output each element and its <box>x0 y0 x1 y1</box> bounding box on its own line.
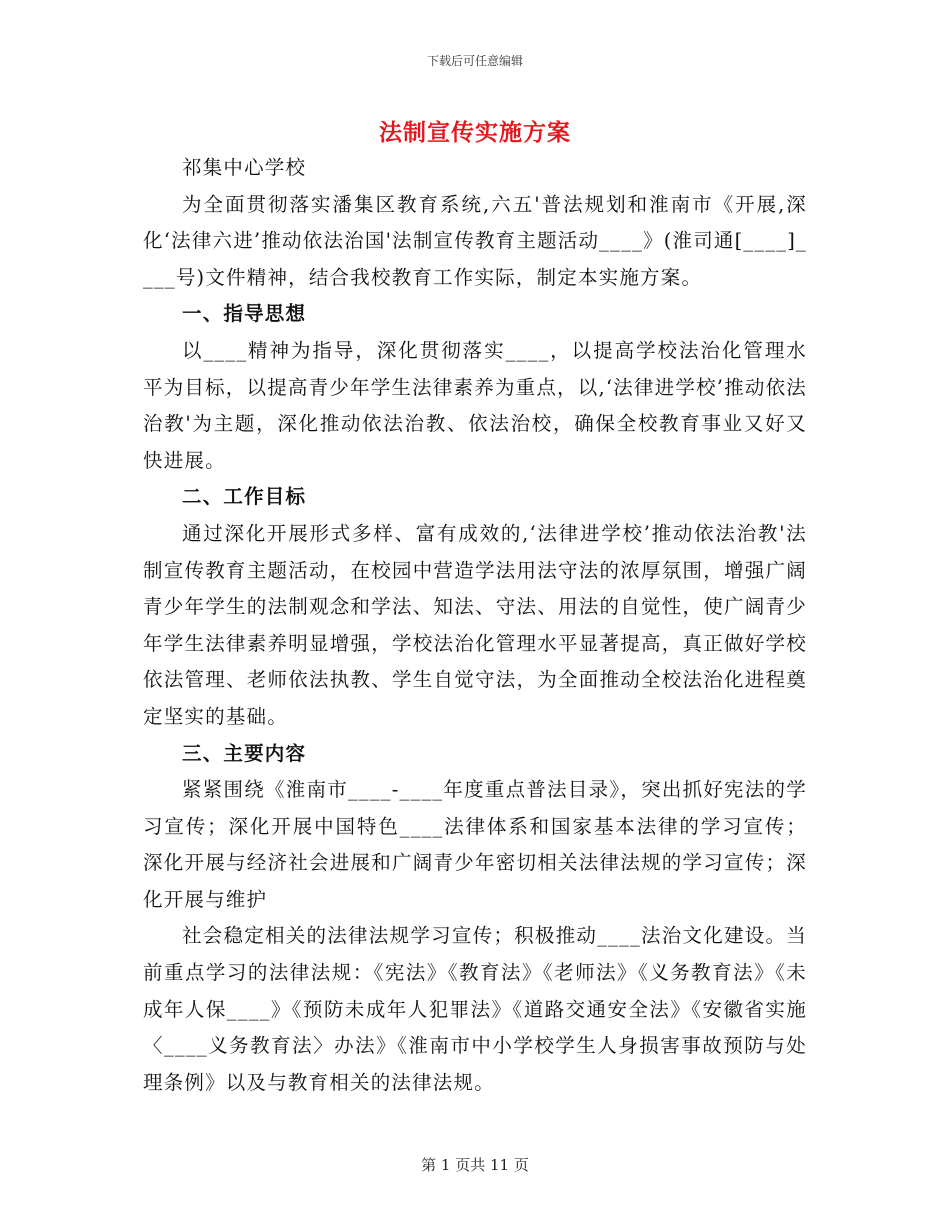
document-body <box>143 150 807 1101</box>
section-heading-guiding-ideology: 一、指导思想 <box>182 302 307 326</box>
intro-paragraph: 为全面贯彻落实潘集区教育系统,六五'普法规划和淮南市《开展,深化‘法律六进’推动依法治国'法制宣传教育主题活动____》(淮司通[____]____号)文件精神，结合我校教育工作实际，制定本实施方案。 <box>143 192 807 289</box>
section-paragraph: 紧紧围绕《淮南市____-____年度重点普法目录》，突出抓好宪法的学习宣传；深化开展中国特色____法律体系和国家基本法律的学习宣传；深化开展与经济社会进展和广阔青少年密切相关法律法规的学习宣传；深化开展与维护 <box>143 778 807 911</box>
section-heading-work-goals: 二、工作目标 <box>182 485 307 509</box>
page-header-note: 下载后可任意编辑 <box>426 54 523 68</box>
section-paragraph: 以____精神为指导，深化贯彻落实____，以提高学校法治化管理水平为目标，以提高青少年学生法律素养为重点，以,‘法律进学校’推动依法治教'为主题，深化推动依法治教、依法治校，确保全校教育事业又好又快进展。 <box>143 338 807 472</box>
section-paragraph: 社会稳定相关的法律法规学习宣传；积极推动____法治文化建设。当前重点学习的法律法规：《宪法》《教育法》《老师法》《义务教育法》《未成年人保____》《预防未成年人犯罪法》《道路交通安全法》《安徽省实施〈____义务教育法〉办法》《淮南市中小学校学生人身损害事故预防与处理条例》以及与教育相关的法律法规。 <box>143 924 807 1094</box>
school-name: 祁集中心学校 <box>182 156 307 179</box>
section-paragraph: 通过深化开展形式多样、富有成效的,‘法律进学校’推动依法治教'法制宣传教育主题活动，在校园中营造学法用法守法的浓厚氛围，增强广阔青少年学生的法制观念和学法、知法、守法、用法的自觉性，使广阔青少年学生法律素养明显增强，学校法治化管理水平显著提高，真正做好学校依法管理、老师依法执教、学生自觉守法，为全面推动全校法治化进程奠定坚实的基础。 <box>143 521 807 728</box>
section-heading-main-content: 三、主要内容 <box>182 741 307 765</box>
document-title: 法制宣传实施方案 <box>379 119 571 146</box>
page-number: 第 1 页共 11 页 <box>421 1156 529 1174</box>
